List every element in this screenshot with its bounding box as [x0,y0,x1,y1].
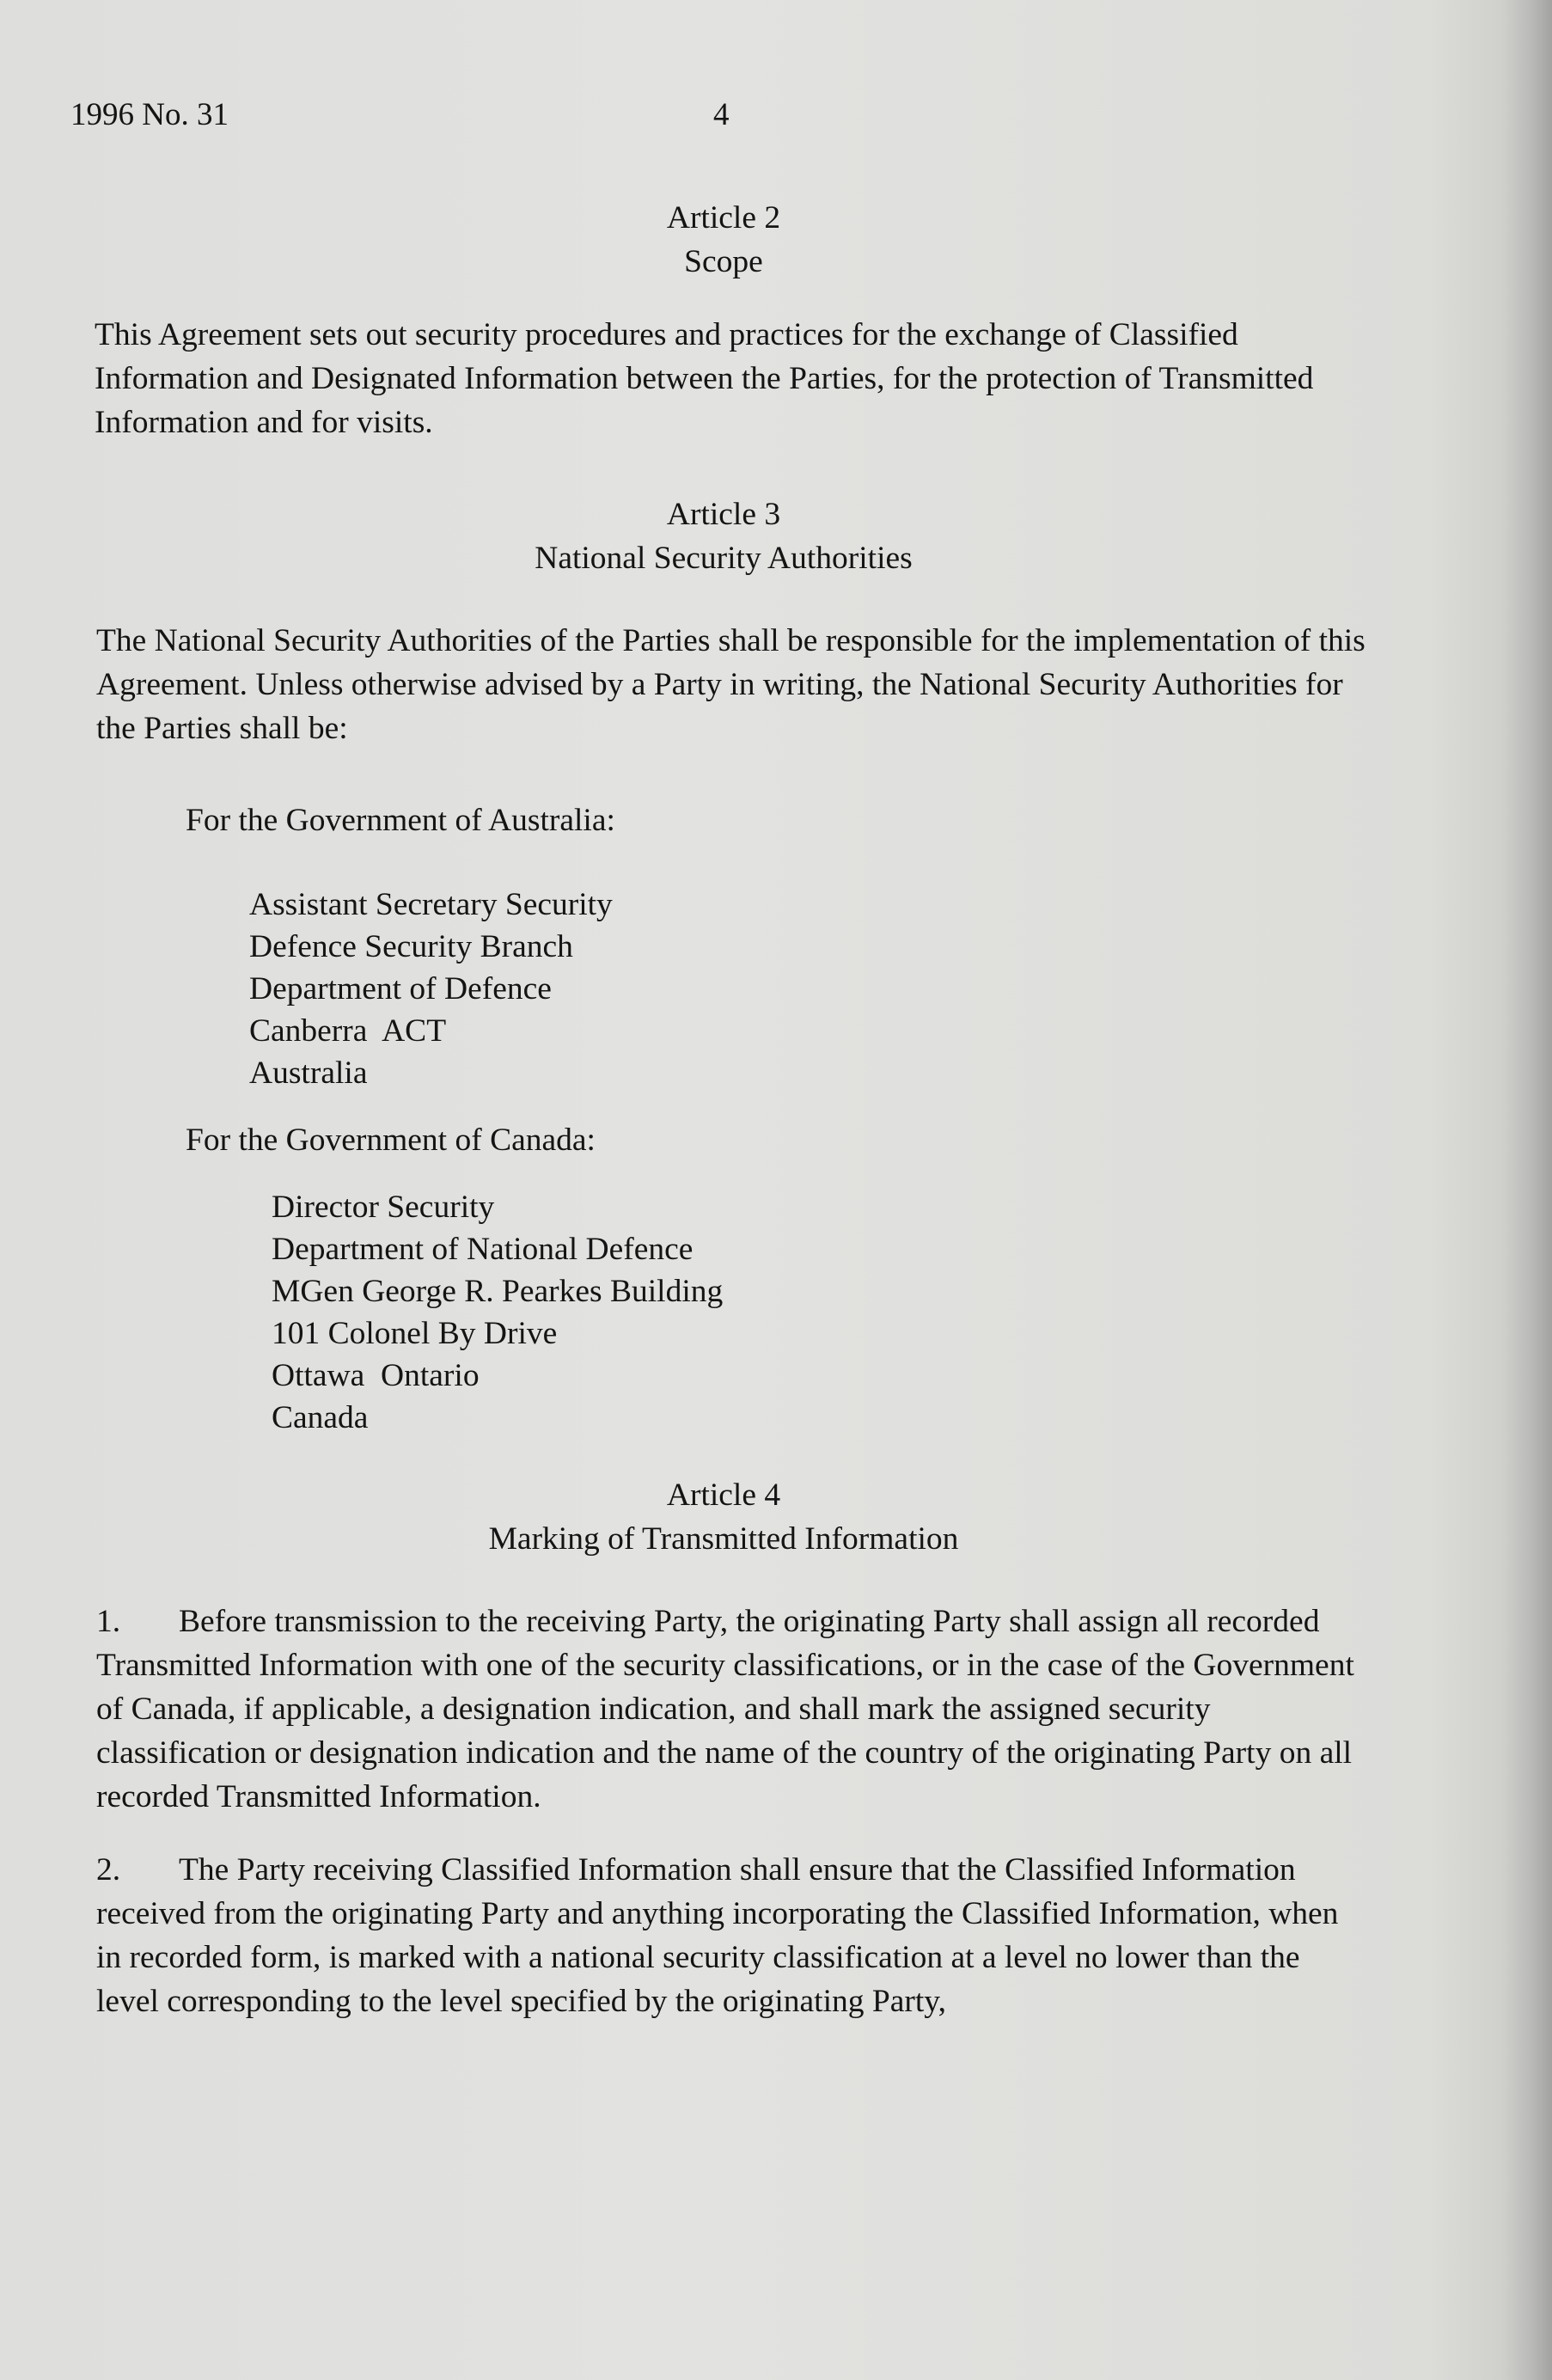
article-4-subtitle: Marking of Transmitted Information [488,1521,959,1557]
address-line: Canberra ACT [249,1013,447,1049]
article-2-title: Article 2 [666,200,781,236]
page-spine-shadow [1500,0,1552,2380]
article-2-subtitle: Scope [684,244,763,279]
page-header [70,96,730,133]
document-reference: 1996 No. 31 [70,97,229,132]
address-line: Director Security [272,1190,495,1225]
paragraph-text: Before transmission to the receiving Party, the originating Party shall assign all recorded Transmitted Information with one of the security classifications, or in the case of the Government of Canada, if applicable, a designation indication, and shall mark the assigned security classification or designation indication and the name of the country of the originating Party on all recorded Transmitted Information. [96,1604,1354,1814]
canada-label: For the Government of Canada: [186,1123,596,1158]
address-line: Assistant Secretary Security [249,887,613,922]
australia-address [96,884,1368,1094]
article-2-heading [96,196,1351,284]
paragraph-number: 1. [96,1604,121,1639]
article-4-heading [96,1473,1351,1561]
paragraph-text: The Party receiving Classified Information shall ensure that the Classified Information received from the originating Party and anything incorporating the Classified Information, when in recorded form, is marked with a national security classification at a level no lower than the level corresponding to the level specified by the originating Party, [96,1852,1339,2019]
address-line: 101 Colonel By Drive [272,1316,558,1351]
australia-label: For the Government of Australia: [186,803,615,838]
article-3-title: Article 3 [666,497,781,532]
article-3-subtitle: National Security Authorities [535,541,913,576]
address-line: MGen George R. Pearkes Building [272,1274,724,1309]
address-line: Canada [272,1400,369,1435]
address-line: Department of National Defence [272,1232,694,1267]
article-3-heading [96,493,1351,580]
article-4-paragraph-1 [96,1600,1368,1819]
document-body [96,196,1368,2023]
paragraph-number: 2. [96,1852,121,1887]
article-3-text: The National Security Authorities of the Parties shall be responsible for the implementation of this Agreement. Unless otherwise advised by a Party in writing, the National Security Authorities for the Parties shall be: [96,623,1366,746]
page-number: 4 [713,97,730,132]
canada-address [96,1186,1368,1439]
article-2-text: This Agreement sets out security procedures and practices for the exchange of Classified Information and Designated Information between the Parties, for the protection of Transmitted Information and for visits. [95,317,1314,440]
article-4-title: Article 4 [666,1478,781,1513]
address-line: Australia [249,1055,368,1091]
article-4-paragraph-2 [96,1848,1368,2023]
address-line: Ottawa Ontario [272,1358,480,1393]
address-line: Defence Security Branch [249,929,573,964]
address-line: Department of Defence [249,971,552,1006]
